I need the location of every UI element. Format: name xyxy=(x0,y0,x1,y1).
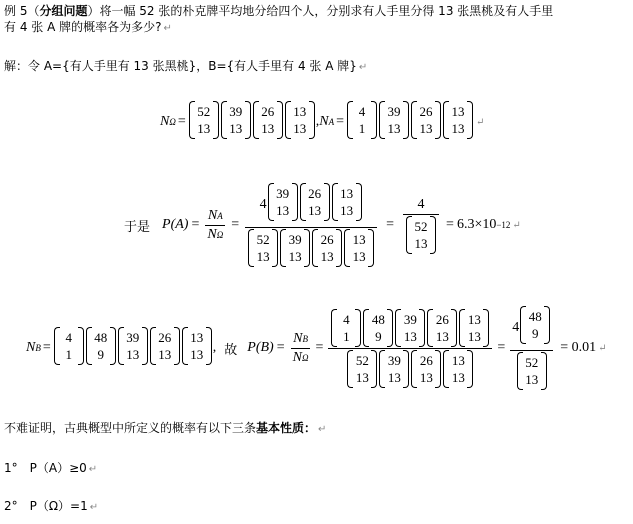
problem-line-2: 有 4 张 A 牌的概率各为多少? ↵ xyxy=(4,20,172,34)
binomial-coefficient: 48 9 xyxy=(86,327,116,365)
property-2: 2° P（Ω）=1 ↵ xyxy=(4,499,99,513)
solution-intro: 解：令 A={有人手里有 13 张黑桃}，B={有人手里有 4 张 A 牌} ↵ xyxy=(4,59,368,73)
binomial-coefficient: 39 13 xyxy=(379,350,409,388)
binomial-coefficient: 4 1 xyxy=(54,327,84,365)
binomial-coefficient: 26 13 xyxy=(300,183,330,221)
problem-bold-title: 分组问题 xyxy=(39,4,88,18)
properties-intro: 不难证明，古典概型中所定义的概率有以下三条基本性质： ↵ xyxy=(4,421,327,435)
binomial-coefficient: 39 13 xyxy=(268,183,298,221)
binomial-coefficient: 26 13 xyxy=(253,101,283,139)
binomial-coefficient: 52 13 xyxy=(347,350,377,388)
binomial-coefficient: 26 13 xyxy=(427,309,457,347)
binomial-coefficient: 48 9 xyxy=(363,309,393,347)
equation-p-a: 于是 P(A) = N A N Ω = 4 39 13 26 13 13 13 52 13 39 13 26 13 13 13 = 4 52 13 = 6.3×10 −12 ↵ xyxy=(124,175,521,275)
binomial-coefficient: 39 13 xyxy=(379,101,409,139)
binomial-coefficient: 13 13 xyxy=(285,101,315,139)
binomial-coefficient: 4 1 xyxy=(331,309,361,347)
binomial-coefficient: 13 13 xyxy=(459,309,489,347)
binomial-coefficient: 13 13 xyxy=(332,183,362,221)
binomial-coefficient: 52 13 xyxy=(517,352,547,390)
binomial-coefficient: 13 13 xyxy=(443,101,473,139)
binomial-coefficient: 13 13 xyxy=(182,327,212,365)
binomial-coefficient: 48 9 xyxy=(520,306,550,344)
binomial-coefficient: 13 13 xyxy=(344,229,374,267)
binomial-coefficient: 52 13 xyxy=(189,101,219,139)
binomial-coefficient: 52 13 xyxy=(406,216,436,254)
binomial-coefficient: 13 13 xyxy=(443,350,473,388)
binomial-coefficient: 39 13 xyxy=(395,309,425,347)
equation-n-omega-n-a: N Ω = 52 13 39 13 26 13 13 13 , N A = 4 1 39 13 26 13 13 13 ↵ xyxy=(160,98,484,146)
binomial-coefficient: 4 1 xyxy=(347,101,377,139)
property-1: 1° P（A）≥0 ↵ xyxy=(4,461,98,475)
binomial-coefficient: 39 13 xyxy=(118,327,148,365)
binomial-coefficient: 26 13 xyxy=(150,327,180,365)
binomial-coefficient: 26 13 xyxy=(411,350,441,388)
binomial-coefficient: 26 13 xyxy=(312,229,342,267)
binomial-coefficient: 26 13 xyxy=(411,101,441,139)
binomial-coefficient: 52 13 xyxy=(248,229,278,267)
binomial-coefficient: 39 13 xyxy=(280,229,310,267)
properties-bold: 基本性质： xyxy=(256,421,317,435)
problem-line-1: 例 5（分组问题）将一幅 52 张的朴克牌平均地分给四个人，分别求有人手里分得 13 张黑桃及有人手里 xyxy=(4,4,554,18)
equation-n-b-p-b: N B = 4 1 48 9 39 13 26 13 13 13 , 故 P(B) = N B N Ω = 4 1 48 9 39 13 26 13 13 13 52 13 39 13 26 13 13 13 = 4 48 9 52 13 = 0.01 ↵ xyxy=(26,298,607,398)
binomial-coefficient: 39 13 xyxy=(221,101,251,139)
